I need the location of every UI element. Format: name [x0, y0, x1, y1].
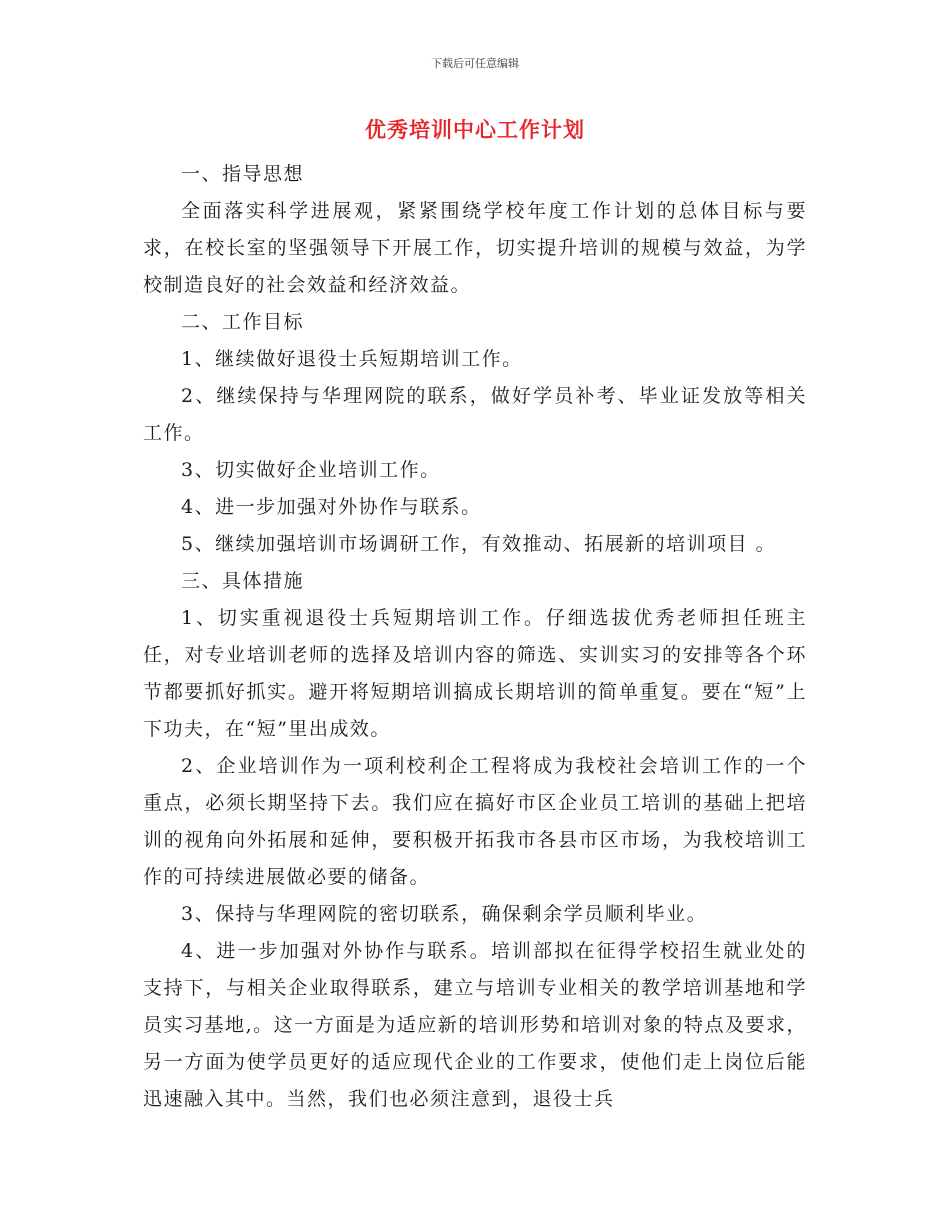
paragraph-guiding-ideology: 全面落实科学进展观，紧紧围绕学校年度工作计划的总体目标与要求，在校长室的坚强领导下开展工作，切实提升培训的规模与效益，为学校制造良好的社会效益和经济效益。 [143, 200, 807, 296]
document-title: 优秀培训中心工作计划 [365, 118, 585, 142]
measure-item-2: 2、企业培训作为一项利校利企工程将成为我校社会培训工作的一个重点，必须长期坚持下去。我们应在搞好市区企业员工培训的基础上把培训的视角向外拓展和延伸，要积极开拓我市各县市区市场，为我校培训工作的可持续进展做必要的储备。 [143, 755, 807, 888]
section-heading-measures: 三、具体措施 [181, 570, 305, 592]
section-heading-work-goals: 二、工作目标 [181, 311, 305, 333]
goal-item-2: 2、继续保持与华理网院的联系，做好学员补考、毕业证发放等相关工作。 [143, 385, 807, 444]
goal-item-3: 3、切实做好企业培训工作。 [181, 459, 441, 481]
goal-item-4: 4、进一步加强对外协作与联系。 [181, 496, 482, 518]
measure-item-1: 1、切实重视退役士兵短期培训工作。仔细选拔优秀老师担任班主任，对专业培训老师的选择及培训内容的筛选、实训实习的安排等各个环节都要抓好抓实。避开将短期培训搞成长期培训的简单重复。要在“短”上下功夫，在“短”里出成效。 [143, 607, 807, 740]
measure-item-4: 4、进一步加强对外协作与联系。培训部拟在征得学校招生就业处的支持下，与相关企业取得联系，建立与培训专业相关的教学培训基地和学员实习基地,。这一方面是为适应新的培训形势和培训对象的特点及要求，另一方面为使学员更好的适应现代企业的工作要求，使他们走上岗位后能迅速融入其中。当然，我们也必须注意到，退役士兵 [143, 940, 807, 1110]
section-heading-guiding-ideology: 一、指导思想 [181, 163, 305, 185]
goal-item-1: 1、继续做好退役士兵短期培训工作。 [181, 348, 523, 370]
measure-item-3: 3、保持与华理网院的密切联系，确保剩余学员顺利毕业。 [181, 903, 708, 925]
goal-item-5: 5、继续加强培训市场调研工作，有效推动、拓展新的培训项目 。 [181, 533, 777, 555]
document-body [143, 156, 807, 1118]
header-note: 下载后可任意编辑 [431, 57, 519, 70]
